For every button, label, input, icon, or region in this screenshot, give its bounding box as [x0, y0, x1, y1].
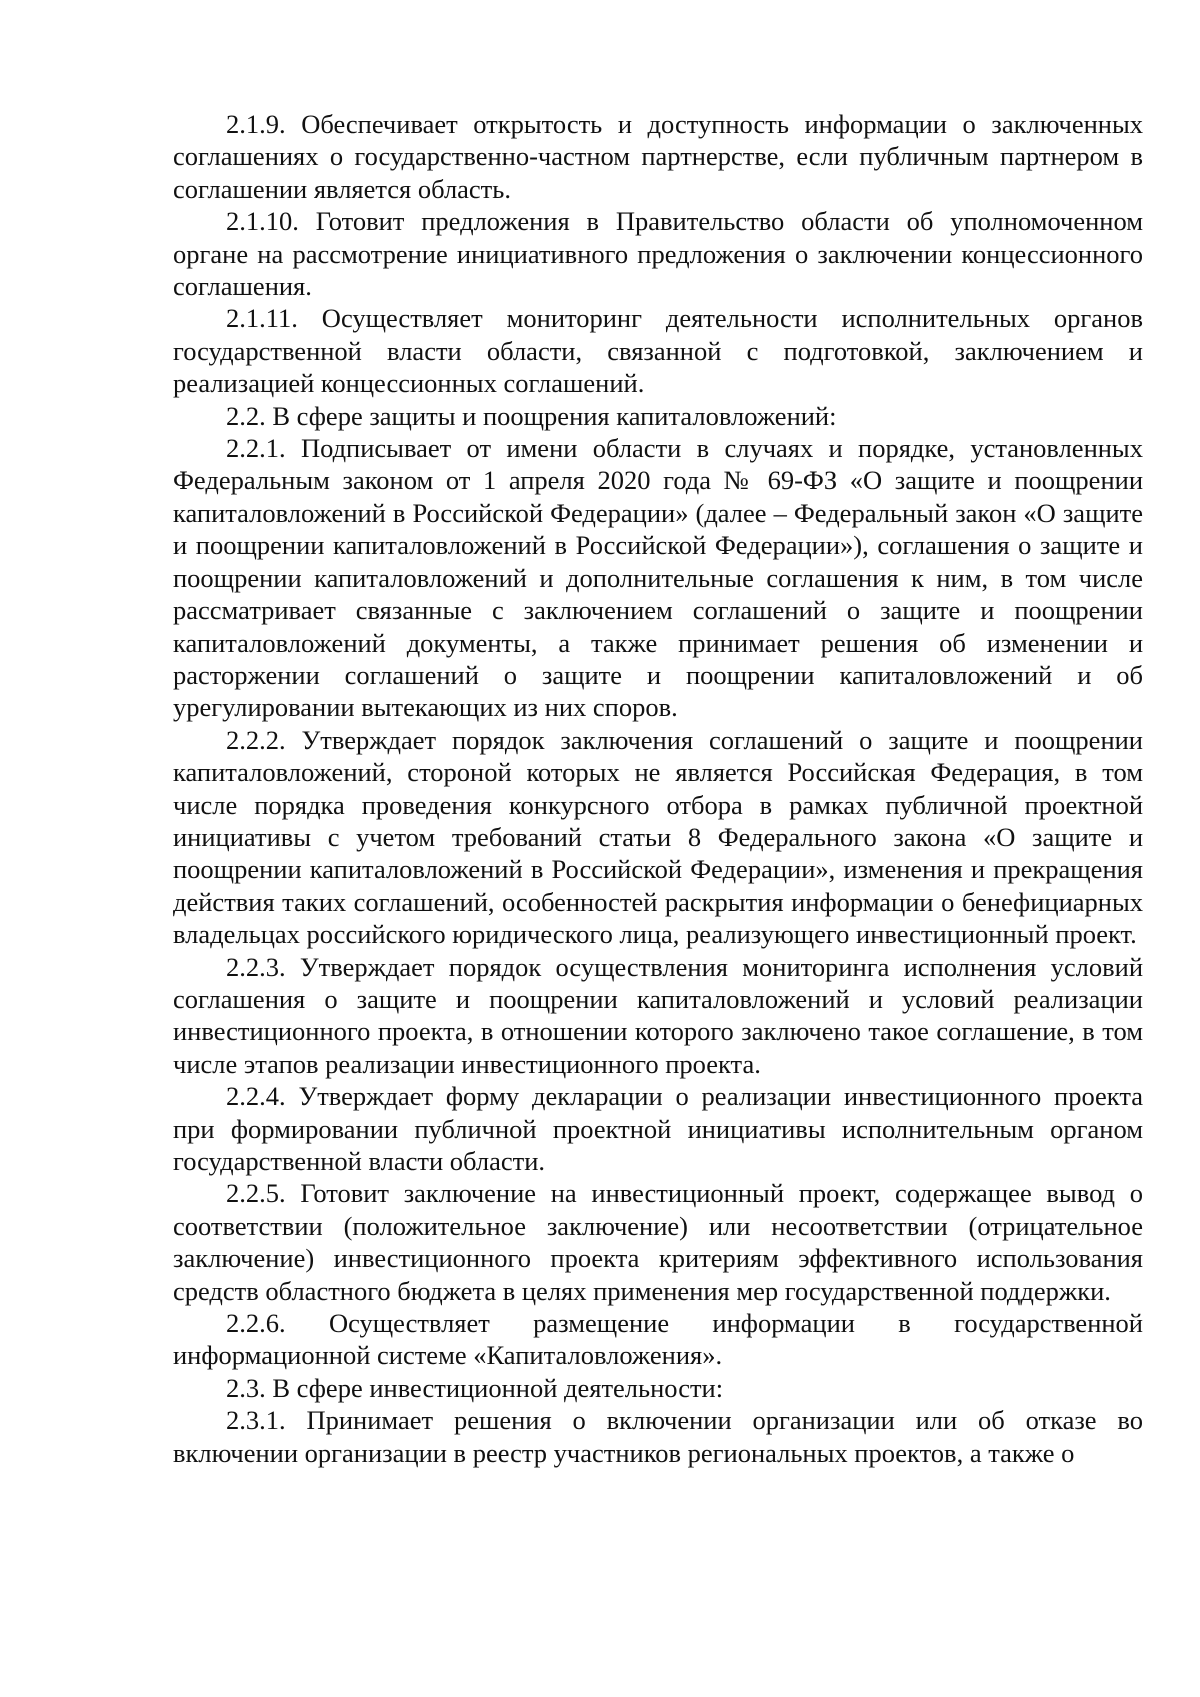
section-heading-2-2: 2.2. В сфере защиты и поощрения капиталовложений: [226, 400, 837, 431]
paragraph-2-2-6: 2.2.6. Осуществляет размещение информации в государственной информационной системе «Капиталовложения». [173, 1308, 1143, 1371]
section-heading-2-3: 2.3. В сфере инвестиционной деятельности: [226, 1372, 724, 1403]
document-page [173, 108, 1143, 1469]
paragraph-2-2-1: 2.2.1. Подписывает от имени области в случаях и порядке, установленных Федеральным законом от 1 апреля 2020 года № 69-ФЗ «О защите и поощрении капиталовложений в Российской Федерации» (далее – Федеральный закон «О защите и поощрении капиталовложений в Российской Федерации»), соглашения о защите и поощрении капиталовложений и дополнительные соглашения к ним, в том числе рассматривает связанные с заключением соглашений о защите и поощрении капиталовложений документы, а также принимает решения об изменении и расторжении соглашений о защите и поощрении капиталовложений и об урегулировании вытекающих из них споров. [173, 433, 1143, 723]
paragraph-2-3-1: 2.3.1. Принимает решения о включении организации или об отказе во включении организации в реестр участников региональных проектов, а также о [173, 1405, 1143, 1468]
paragraph-2-1-10: 2.1.10. Готовит предложения в Правительство области об уполномоченном органе на рассмотрение инициативного предложения о заключении концессионного соглашения. [173, 206, 1143, 302]
paragraph-2-2-2: 2.2.2. Утверждает порядок заключения соглашений о защите и поощрении капиталовложений, стороной которых не является Российская Федерация, в том числе порядка проведения конкурсного отбора в рамках публичной проектной инициативы с учетом требований статьи 8 Федерального закона «О защите и поощрении капиталовложений в Российской Федерации», изменения и прекращения действия таких соглашений, особенностей раскрытия информации о бенефициарных владельцах российского юридического лица, реализующего инвестиционный проект. [173, 724, 1143, 950]
paragraph-2-2-4: 2.2.4. Утверждает форму декларации о реализации инвестиционного проекта при формировании публичной проектной инициативы исполнительным органом государственной власти области. [173, 1081, 1143, 1176]
paragraph-2-1-11: 2.1.11. Осуществляет мониторинг деятельности исполнительных органов государственной власти области, связанной с подготовкой, заключением и реализацией концессионных соглашений. [173, 303, 1143, 399]
paragraph-2-2-5: 2.2.5. Готовит заключение на инвестиционный проект, содержащее вывод о соответствии (положительное заключение) или несоответствии (отрицательное заключение) инвестиционного проекта критериям эффективного использования средств областного бюджета в целях применения мер государственной поддержки. [173, 1178, 1143, 1306]
paragraph-2-1-9: 2.1.9. Обеспечивает открытость и доступность информации о заключенных соглашениях о государственно-частном партнерстве, если публичным партнером в соглашении является область. [173, 109, 1143, 204]
paragraph-2-2-3: 2.2.3. Утверждает порядок осуществления мониторинга исполнения условий соглашения о защите и поощрении капиталовложений и условий реализации инвестиционного проекта, в отношении которого заключено такое соглашение, в том числе этапов реализации инвестиционного проекта. [173, 951, 1143, 1079]
